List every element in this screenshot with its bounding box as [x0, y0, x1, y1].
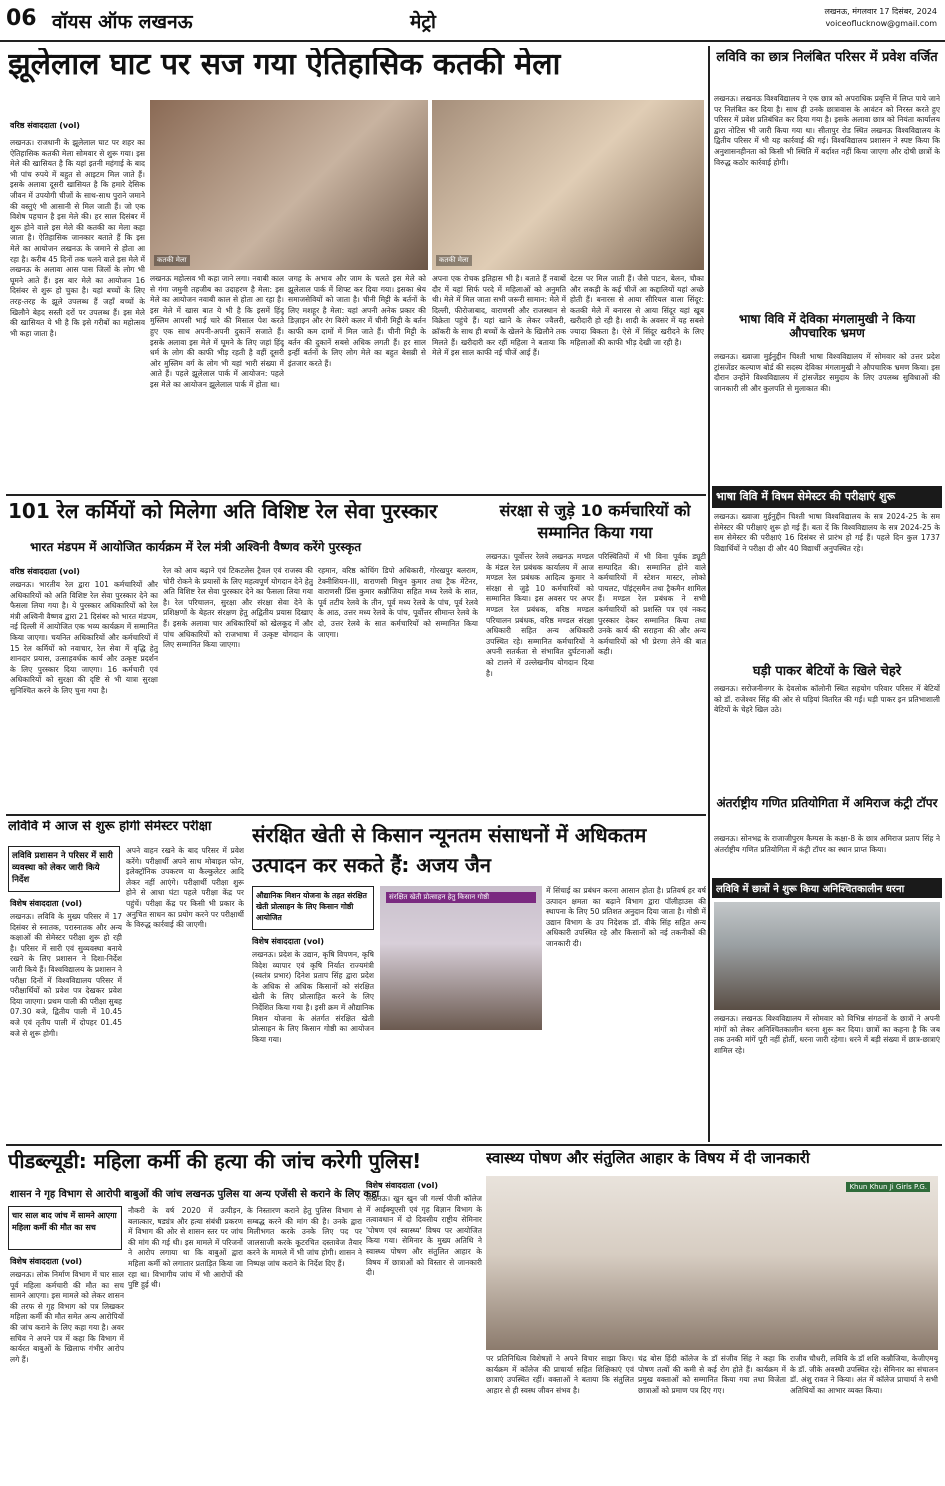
dateline [824, 6, 937, 30]
sidebar-head-3: भाषा विवि में विषम सेमेस्टर की परीक्षाएं शुरू [716, 490, 896, 503]
railway-subheadline: भारत मंडपम में आयोजित कार्यक्रम में रेल मंत्री अश्विनी वैष्णव करेंगे पुरस्कृत [30, 540, 362, 554]
email: voiceoflucknow@gmail.com [825, 19, 937, 28]
farming-tagline-box [252, 886, 374, 930]
page-number: 06 [6, 6, 37, 31]
health-byline: विशेष संवाददाता (vol) [366, 1181, 439, 1190]
pwd-col3: के निस्तारण कराने हेतु पुलिस विभाग से सम्बद्ध करने की मांग की है। उनके द्वारा मिलीभगत करके उनके लिए पद पर जालसाजी करके कूटरचित दस्तावेज तैयार करने के मामले में भी जांच होगी। शासन ने निष्पक्ष जांच कराने के निर्देश दिए हैं। [247, 1206, 362, 1268]
semester-headline: लविवि में आज से शुरू होगी सेमेस्टर परीक्षा [8, 820, 212, 834]
pwd-boxhead: चार साल बाद जांच में सामने आएगा महिला कर्मी की मौत का सच [12, 1211, 117, 1232]
sidebar-body-5: लखनऊ। सोनभद्र के राजाजीपुरम कैम्पस के कक्षा-8 के छात्र अमिराज प्रताप सिंह ने अंतर्राष्ट्रीय गणित प्रतियोगिता में कंट्री टॉपर का स्थान प्राप्त किया। [714, 834, 940, 854]
sidebar-body-2: लखनऊ। ख्वाजा मुईनुद्दीन चिश्ती भाषा विश्वविद्यालय में सोमवार को उत्तर प्रदेश ट्रांसजेंडर कल्याण बोर्ड की सदस्य देविका मंगलामुखी ने औपचारिक भ्रमण किया। इस दौरान उन्होंने विश्वविद्यालय में ट्रांसजेंडर समुदाय के लिए उपलब्ध सुविधाओं की जानकारी ली और कुलपति से मुलाकात की। [714, 352, 940, 393]
top-story-photo-2 [432, 100, 704, 270]
top-story-col4: अपना एक रोचक इतिहास भी है। बताते हैं नवाबों दौर में यहां सिर्फ परदे में महिलाओं को अनुमति थी। मेले में मिल जाता सभी जरूरी सामान: मेले में दिल्ली, फीरोजाबाद, वाराणसी और राजस्थान से विक्रेता पहुंचे हैं। यहां खाने के लेकर ज्वैलरी, क्रॉकरी के साथ ही बच्चों के खेलने के खिलौने तक मिलते हैं। खरीदारी कर रहीं महिला ने बताया कि मेले में इस साल काफी नई चीजें आई हैं। [432, 274, 566, 358]
railway-headline: 101 रेल कर्मियों को मिलेगा अति विशिष्ट रेल सेवा पुरस्कार [8, 500, 438, 523]
farming-col2: में सिंचाई का प्रबंधन करना आसान होता है। प्रतिवर्ष हर वर्ष उत्पादन क्षमता का बढ़ाने विभाग द्वारा पॉलीहाउस की स्थापना के लिए 50 प्रतिशत अनुदान दिया जाता है। गोष्ठी में उद्यान विभाग के उप निदेशक डॉ. वीके सिंह सहित अन्य अधिकारी उपस्थित रहे और किसानों को नई तकनीकों की जानकारी दी। [546, 886, 706, 948]
pwd-headline: पीडब्ल्यूडी: महिला कर्मी की हत्या की जांच करेगी पुलिस! [8, 1150, 422, 1173]
semester-body: लखनऊ। लविवि के मुख्य परिसर में 17 दिसंबर से स्नातक, परास्नातक और अन्य कक्षाओं की सेमेस्टर परीक्षा शुरू हो रही है। परिसर में सारी एवं सुव्यवस्था बनाये रखने के लिए प्रशासन ने दिशा-निर्देश जारी किये हैं। विश्वविद्यालय के प्रशासन ने परीक्षा दिनों में विश्वविद्यालय परिसर में परीक्षार्थियों को प्रवेश पत्र देखकर प्रवेश दिया जाएगा। प्रथम पाली की परीक्षा सुबह 07.30 बजे, द्वितीय पाली में 10.45 बजे एवं तृतीय पाली में दोपहर 01.45 बजे से शुरू होगी। [10, 912, 122, 1038]
health-headline: स्वास्थ्य पोषण और संतुलित आहार के विषय में दी जानकारी [486, 1150, 810, 1167]
top-story-col3: जगह के अभाव और जाम के चलते इस मेले को झूलेलाल पार्क में शिफ्ट कर दिया गया। इसका श्रेय समाजसेवियों को जाता है। चीनी मिट्टी के बर्तनों के लिए मशहूर है मेला: यहां अपनी अनेक प्रकार की डिज़ाइन और रंग बिरंगे कलर में चीनी मिट्टी के बर्तन काफी कम दामों में मिल जाते हैं। चीनी मिट्टी के बर्तन की दुकानें सबसे अधिक लगती हैं। हर साल इन्हीं बर्तनों के लिए लोग मेले का बहुत बेसब्री से इंतजार करते हैं। [288, 274, 426, 368]
conservation-headline: संरक्षा से जुड़े 10 कर्मचारियों को सम्मानित किया गया [499, 501, 691, 542]
health-photo [486, 1176, 938, 1350]
pwd-col2: नौकरी के वर्ष 2020 में उत्पीड़न, बलात्कार, षड्यंत्र और हत्या संबंधी प्रकरण में विभाग की ओर से शासन स्तर पर जांच की मांग की गई थी। इस मामले में परिजनों ने आरोप लगाया था कि बाबुओं द्वारा महिला कर्मी को लगातार प्रताड़ित किया जा रहा था। विभागीय जांच में भी आरोपों की पुष्टि हुई थी। [128, 1206, 243, 1290]
paper-name: वॉयस ऑफ लखनऊ [52, 11, 193, 33]
top-story-photo-1 [150, 100, 428, 270]
health-body: लखनऊ। खुन खुन जी गर्ल्स पीजी कॉलेज में आईक्यूएसी एवं गृह विज्ञान विभाग के तत्वावधान में दो दिवसीय राष्ट्रीय सेमिनार 'पोषण एवं स्वास्थ्य' विषय पर आयोजित किया गया। सेमिनार के मुख्य अतिथि ने स्वास्थ्य पोषण और संतुलित आहार के विषय में छात्राओं को विस्तार से जानकारी दी। [366, 1194, 482, 1278]
railway-col3: रहमान, वरिष्ठ कोचिंग डिपो अधिकारी, गोरखपुर बलराम, टेक्नीशियन-III, वाराणसी मिथुन कुमार तथा ट्रैक मेंटेनर, वाराणसी प्रिंस कुमार कन्नौजिया सहित मध्य रेलवे के सात, पूर्व तटीय रेलवे के तीन, पूर्व मध्य रेलवे के पांच, पूर्व रेलवे के आठ, उत्तर मध्य रेलवे के पांच, पूर्वोत्तर सीमान्त रेलवे के दो, उत्तर रेलवे के सात कर्मचारियों को सम्मानित किया जाएगा। [318, 566, 478, 639]
semester-boxhead-box [8, 846, 120, 892]
health-col4: राजीव चौधरी, लविवि के डॉ शशि कन्नौजिया, केजीएमयू के डॉ. जीके अवस्थी उपस्थित रहे। सेमिनार का संचालन डॉ. अंशु रावत ने किया। अंत में कॉलेज प्राचार्या ने सभी अतिथियों का आभार व्यक्त किया। [790, 1354, 938, 1395]
photo-2-label: कतकी मेला [436, 255, 472, 266]
pwd-body: लखनऊ। लोक निर्माण विभाग में चार साल पूर्व महिला कर्मचारी की मौत का सच सामने आएगा। इस मामले को लेकर शासन की तरफ से गृह विभाग को पत्र लिखकर महिला कर्मी की मौत समेत अन्य आरोपियों की जांच कराने के लिए कहा गया है। अवर सचिव ने अपने पत्र में कहा कि विभाग में कार्यरत बाबुओं के खिलाफ गंभीर आरोप लगे हैं। [10, 1270, 124, 1364]
farming-headline: संरक्षित खेती से किसान न्यूनतम संसाधनों में अधिकतम उत्पादन कर सकते हैं: अजय जैन [252, 823, 647, 877]
sidebar-body-3: लखनऊ। ख्वाजा मुईनुद्दीन चिश्ती भाषा विश्वविद्यालय के सत्र 2024-25 के सम सेमेस्टर की परीक्षाएं शुरू हो गई हैं। बता दें कि विश्वविद्यालय के सत्र 2024-25 के सम सेमेस्टर की परीक्षाएं 16 दिसंबर से प्रारंभ हो गई हैं। पहले दिन कुल 1737 विद्यार्थियों ने परीक्षा दी और 40 विद्यार्थी अनुपस्थित रहे। [714, 512, 940, 553]
top-story-byline: वरिष्ठ संवाददाता (vol) [10, 121, 80, 130]
sidebar-head-4: घड़ी पाकर बेटियों के खिले चेहरे [752, 664, 902, 679]
semester-byline: विशेष संवाददाता (vol) [10, 899, 83, 908]
semester-col2: अपने वाहन रखने के बाद परिसर में प्रवेश करेंगे। परीक्षार्थी अपने साथ मोबाइल फोन, इलेक्ट्रॉनिक उपकरण या कैल्कुलेटर आदि लेकर नहीं आएंगे। परीक्षार्थी परीक्षा शुरू होने से आधा घंटा पहले परीक्षा केंद्र पर पहुंचें। परीक्षा केंद्र पर किसी भी प्रकार के अनुचित साधन का प्रयोग करने पर परीक्षार्थी के विरुद्ध कार्रवाई की जाएगी। [126, 846, 244, 930]
conservation-body: लखनऊ। पूर्वोत्तर रेलवे लखनऊ मण्डल के मंडल रेल प्रबंधक कार्यालय में आज मण्डल रेल प्रबंधक आदित्य कुमार ने संरक्षा से जुड़े 10 कर्मचारियों को सम्मानित किया। इस अवसर पर अपर मण्डल रेल प्रबंधक, वरिष्ठ मण्डल परिचालन प्रबंधक, वरिष्ठ मण्डल संरक्षा अधिकारी सहित अन्य अधिकारी उपस्थित रहे। सम्मानित कर्मचारियों ने अपनी सतर्कता से संभावित दुर्घटनाओं को टालने में उल्लेखनीय योगदान दिया है। [486, 552, 594, 678]
top-story-body: लखनऊ। राजधानी के झूलेलाल घाट पर शहर का ऐतिहासिक कतकी मेला सोमवार से शुरू गया। इस मेले की खासियत है कि यहां इतनी महंगाई के बाद भी पांच रुपये में बहुत से आइटम मिल जाते हैं। इसके अलावा दूसरी खासियत है कि हमारे देसिक जीवन में उपयोगी चीजों के साथ-साथ पुराने जमाने की वस्तुएं भी आसानी से मिल जाती हैं। जो एक विशेष पहचान है इस मेले की। हर साल दिसंबर में शुरू होने वाले इस मेले की कतकी का मेला कहा जाता है। ऐतिहासिक जानकार बताते हैं कि इस मेले का आयोजन लखनऊ के जमाने से होता आ रहा है। करीब 45 दिनों तक चलने वाले इस मेले में लखनऊ के अलावा आस पास जिलों के लोग भी घूमने आते हैं। इस बार मेले का आयोजन 16 दिसंबर से शुरू हो चुका है। यहां बच्चों के लिए तरह-तरह के झूले उपलब्ध हैं जहाँ बच्चों के खिलौने बेहद सस्ती दरों पर उपलब्ध हैं। इस मेले की खासियत ये भी है कि इसे गरीबों का महोत्सव भी कहा जाता है। [10, 138, 145, 338]
conservation-col2: परिस्थितियों में भी विना पूर्वक ड्यूटी सम्पादित की। सम्मानित होने वाले कर्मचारियों में स्टेशन मास्टर, लोको पायलट, पॉइंट्समैन तथा ट्रैकमैन शामिल हैं। मण्डल रेल प्रबंधक ने सभी कर्मचारियों को प्रशस्ति पत्र एवं नकद पुरस्कार देकर सम्मानित किया तथा उनके कार्य की सराहना की और अन्य कर्मचारियों को भी प्रेरणा लेने की बात कही। [598, 552, 706, 657]
farming-photo [380, 886, 542, 1030]
farming-byline: विशेष संवाददाता (vol) [252, 937, 325, 946]
top-story-headline: झूलेलाल घाट पर सज गया ऐतिहासिक कतकी मेला [8, 48, 561, 82]
photo-1-label: कतकी मेला [154, 255, 190, 266]
sidebar-head-1: लविवि का छात्र निलंबित परिसर में प्रवेश वर्जित [716, 50, 938, 65]
masthead [0, 0, 945, 42]
railway-byline: वरिष्ठ संवाददाता (vol) [10, 567, 80, 576]
sidebar-head-6: लविवि में छात्रों ने शुरू किया अनिश्चितकालीन धरना [716, 884, 905, 895]
sidebar-head-2: भाषा विवि में देविका मंगलामुखी ने किया औपचारिक भ्रमण [738, 312, 916, 341]
sidebar-head-6-box [712, 878, 942, 898]
sidebar-head-3-box [712, 486, 942, 508]
semester-boxhead: लविवि प्रशासन ने परिसर में सारी व्यवस्था को लेकर जारी किये निर्देश [12, 851, 113, 885]
sidebar-divider [708, 46, 710, 1142]
divider [6, 494, 706, 496]
sidebar-body-1: लखनऊ। लखनऊ विश्वविद्यालय ने एक छात्र को अपराधिक प्रवृत्ति में लिप्त पाये जाने पर निलंबित कर दिया है। साथ ही उनके छात्रावास के आवंटन को निरस्त करते हुए परिसर में प्रवेश प्रतिबंधित कर दिया गया है। इसके अलावा छात्र को नियंता कार्यालय द्वारा नोटिस भी जारी किया गया था। सीतापुर रोड स्थित लखनऊ विश्वविद्यालय के द्वितीय परिसर में भी यह कार्रवाई की गई। विश्वविद्यालय प्रशासन ने स्पष्ट किया कि अनुशासनहीनता को किसी भी स्थिति में बर्दाश्त नहीं किया जाएगा और दोषी छात्रों के विरुद्ध कठोर कार्रवाई होगी। [714, 94, 940, 167]
pwd-subheadline: शासन ने गृह विभाग से आरोपी बाबुओं की जांच लखनऊ पुलिस या अन्य एजेंसी से कराने के लिए कहा [10, 1189, 380, 1200]
divider [6, 814, 706, 816]
health-col3: चंद्र बोस हिंदी कॉलेज के डॉ संजीव सिंह ने कहा कि पोषण तत्वों की कमी से कई रोग होते हैं। कार्यक्रम में प्रमुख वक्ताओं को सम्मानित किया गया तथा विजेता छात्राओं को प्रमाण पत्र दिए गए। [638, 1354, 786, 1395]
divider [6, 1144, 942, 1146]
top-story-col2: लखनऊ महोत्सव भी कहा जाने लगा। नवाबी काल से गंगा जमुनी तहजीब का उदाहरण है मेला: इस मेले का आयोजन नवाबी काल से होता आ रहा है। इस मेले में खास बात ये भी है कि इसमें हिंदू मुस्लिम आपसी भाई चारे की मिसाल पेश करते हुए एक साथ अपनी-अपनी दुकानें सजाते हैं। इसके अलावा इस मेले में घूमने के लिए जहां हिंदू धर्म के लोग की काफी भीड़ रहती है वहीं दूसरी ओर मुस्लिम वर्ग के लोग भी यहां भारी संख्या में आते हैं। पहले झूलेलाल पार्क में आयोजन: पहले इस मेले का आयोजन झूलेलाल पार्क में होता था। [150, 274, 284, 389]
top-story-col5: देटस पर मिल जाती हैं। जैसे पाटन, बेलन, चौका और लकड़ी के कई चीजें आ कद्दालियों यहां अच्छे होती हैं। बनारस से आया सीरियल वाला सिंदूर: कतकी मेले में बनारस से आया सिंदूर यहां खूब खरीदारी हो रही है। शादी के अवसर में यह सबसे ज्यादा बिकता है। ऐसे में सिंदूर खरीदने के लिए महिलाओं की काफी भीड़ देखी जा रही है। [570, 274, 704, 347]
railway-col2: रेल को आय बढ़ाने एवं टिकटलेस ट्रैवल एवं राजस्व की चोरी रोकने के प्रयासों के लिए महत्वपूर्ण योगदान देने हेतु अति विशिष्ट रेल सेवा पुरस्कार देने का फैसला लिया गया है। रेल परिचालन, सुरक्षा और संरक्षा सेवा देने के प्रशिक्षणों के बेहतर संरक्षण हेतु अद्वितीय प्रयास दिखाए हैं। इसके अलावा चार अधिकारियों को खेलकूद में और पांच अधिकारियों को राजभाषा में उत्कृष्ट योगदान के लिए सम्मानित किया जाएगा। [163, 566, 313, 650]
date: लखनऊ, मंगलवार 17 दिसंबर, 2024 [824, 7, 937, 16]
sidebar-body-4: लखनऊ। सरोजनीनगर के देवलोक कॉलोनी स्थित सहयोग परिवार परिसर में बेटियों को डॉ. राजेश्वर सिंह की ओर से घड़ियां वितरित की गईं। घड़ी पाकर इन प्रतिभाशाली बेटियों के चेहरे खिल उठे। [714, 684, 940, 715]
farming-tagline: औद्यानिक मिशन योजना के तहत संरक्षित खेती प्रोत्साहन के लिए किसान गोष्ठी आयोजित [256, 891, 367, 922]
sidebar-protest-photo [714, 902, 940, 1010]
farming-body: लखनऊ। प्रदेश के उद्यान, कृषि विपणन, कृषि विदेश व्यापार एवं कृषि निर्यात राज्यमंत्री (स्वतंत्र प्रभार) दिनेश प्रताप सिंह द्वारा प्रदेश के अधिक से अधिक किसानों को संरक्षित खेती के लिए प्रोत्साहित करने के लिए निर्देशित किया गया है। इसी क्रम में औद्यानिक मिशन योजना के अंतर्गत संरक्षित खेती प्रोत्साहन के लिए किसान गोष्ठी का आयोजन किया गया। [252, 950, 374, 1044]
sidebar-head-5: अंतर्राष्ट्रीय गणित प्रतियोगिता में अमिराज कंट्री टॉपर [716, 796, 938, 810]
farming-banner: संरक्षित खेती प्रोत्साहन हेतु किसान गोष्ठी [386, 892, 536, 903]
pwd-boxhead-box [8, 1206, 122, 1250]
sidebar-body-6: लखनऊ। लखनऊ विश्वविद्यालय में सोमवार को विभिन्न संगठनों के छात्रों ने अपनी मांगों को लेकर अनिश्चितकालीन धरना शुरू कर दिया। छात्रों का कहना है कि जब तक उनकी मांगें पूरी नहीं होतीं, धरना जारी रहेगा। धरने में बड़ी संख्या में छात्र-छात्राएं शामिल रहे। [714, 1014, 940, 1055]
railway-body: लखनऊ। भारतीय रेल द्वारा 101 कर्मचारियों और अधिकारियों को अति विशिष्ट रेल सेवा पुरस्कार देने का फैसला लिया गया है। ये पुरस्कार अधिकारियों को रेल मंत्री अश्विनी वैष्णव द्वारा 21 दिसंबर को भारत मंडपम, नई दिल्ली में आयोजित एक भव्य कार्यक्रम में सम्मानित किया जाएगा। चयनित अधिकारियों और कर्मचारियों में 15 रेल कर्मियों को नवाचार, रेल सेवा में वृद्धि हेतु शानदार प्रयास, उत्साहवर्धक कार्य और उत्कृष्ट प्रदर्शन के लिए पुरस्कार दिया जाएगा। 16 कर्मचारी एवं अधिकारियों को सुरक्षा की दृष्टि से भी यात्रा सुरक्षा सुनिश्चित करने के लिए चुना गया है। [10, 580, 158, 695]
section-name: मेट्रो [410, 11, 436, 33]
health-col2: पर प्रतिनिधित्व विशेषज्ञों ने अपने विचार साझा किए। कार्यक्रम में कॉलेज की प्राचार्या सहित शिक्षिकाएं एवं छात्राएं उपस्थित रहीं। वक्ताओं ने बताया कि संतुलित आहार से ही स्वस्थ जीवन संभव है। [486, 1354, 634, 1395]
health-photo-caption: Khun Khun Ji Girls P.G. [846, 1182, 930, 1192]
pwd-byline: विशेष संवाददाता (vol) [10, 1257, 83, 1266]
